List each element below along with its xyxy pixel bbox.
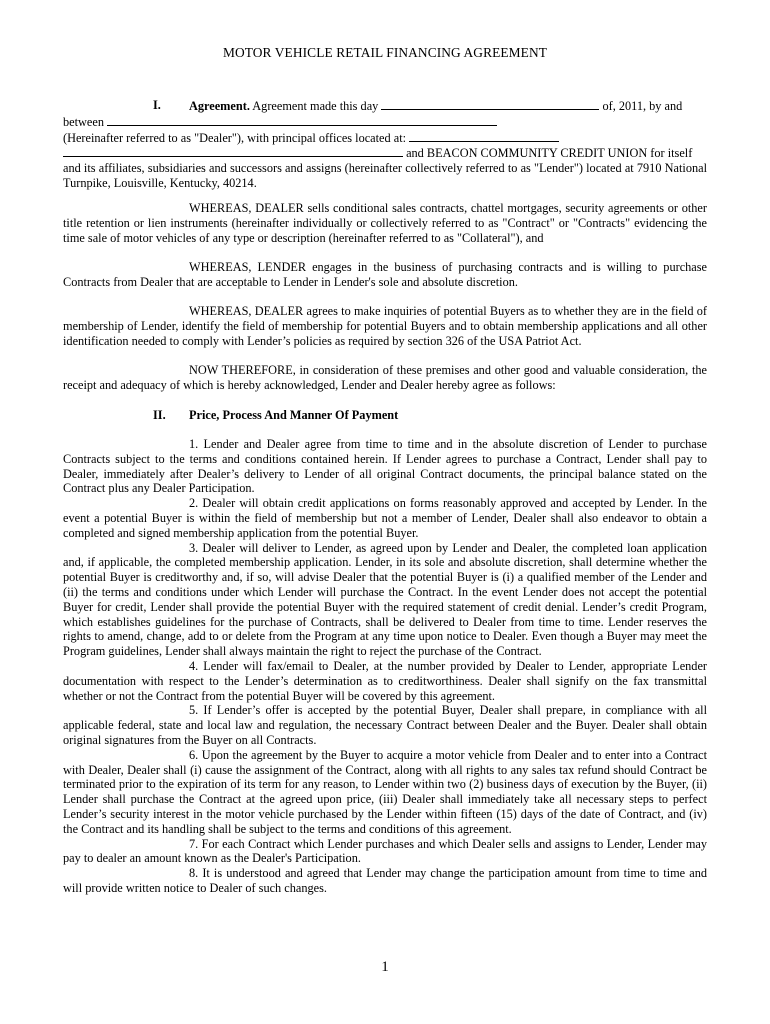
now-therefore: NOW THEREFORE, in consideration of these premises and other good and valuable consideration, the receipt and adequacy of which is hereby acknowledged, Lender and Dealer hereby agree as follows: bbox=[63, 363, 707, 392]
section-1-intro-a: Agreement made this day bbox=[252, 99, 379, 113]
clause-1: 1. Lender and Dealer agree from time to time and in the absolute discretion of Lender to purchase Contracts subject to the terms and conditions contained herein. If Lender agrees to purchase a Contract, Lender shall pay to Dealer, immediately after Dealer’s delivery to Lender of all original Contract documents, the principal balance stated on the Contract plus any Dealer Participation. bbox=[63, 437, 707, 496]
section-2-number: II. bbox=[153, 408, 166, 422]
clause-7: 7. For each Contract which Lender purchases and which Dealer sells and assigns to Lender, Lender may pay to dealer an amount known as the Dealer's Participation. bbox=[63, 836, 707, 866]
clause-6: 6. Upon the agreement by the Buyer to acquire a motor vehicle from Dealer and to enter into a Contract with Dealer, Dealer shall (i) cause the assignment of the Contract, along with all rights to any sales tax refund should Contract be terminated prior to the expiration of its term for any reason, to Lender within two (2) business days of execution by the Buyer, (ii) Lender shall purchase the Contract at the agreed upon price, (iii) Dealer shall immediately take all necessary steps to perfect Lender’s security interest in the motor vehicle purchased by the Lender within fifteen (15) days of the date of Contract, and (iv) the Contract and its handling shall be subject to the terms and conditions of this agreement. bbox=[63, 747, 707, 836]
document-title: MOTOR VEHICLE RETAIL FINANCING AGREEMENT bbox=[222, 45, 548, 60]
date-blank bbox=[381, 98, 599, 110]
document-page bbox=[63, 0, 707, 1024]
dealer-address-blank-2 bbox=[63, 145, 403, 157]
whereas-3: WHEREAS, DEALER agrees to make inquiries of potential Buyers as to whether they are in the field of membership of Lender, identify the field of membership for potential Buyers and to obtain membership applications and all other identification needed to comply with Lender’s policies as required by section 326 of the USA Patriot Act. bbox=[63, 304, 707, 348]
dealer-address-blank bbox=[409, 130, 559, 142]
clause-8: 8. It is understood and agreed that Lender may change the participation amount from time to time and will provide written notice to Dealer of such changes. bbox=[63, 866, 707, 895]
whereas-1: WHEREAS, DEALER sells conditional sales contracts, chattel mortgages, security agreements or other title retention or lien instruments (hereinafter individually or collectively referred to as "Contract" or "Contracts" evidencing the time sale of motor vehicles of any type or description (hereinafter referred to as "Collateral"), and bbox=[63, 201, 707, 245]
clause-3: 3. Dealer will deliver to Lender, as agreed upon by Lender and Dealer, the completed loan application and, if applicable, the completed membership application. Lender, in its sole and absolute discretion, shall determine whether the potential Buyer is creditworthy and, if so, will advise Dealer that the potential Buyer is (i) a qualified member of the Lender and (ii) the terms and conditions under which Lender will purchase the Contract. In the event Lender does not accept the potential Buyer for credit, Lender shall provide the potential Buyer with the required statement of credit denial. Lender’s credit Program, which establishes guidelines for the purchase of Contracts, shall be delivered to Dealer from time to time. Lender reserves the rights to amend, change, add to or delete from the Program at any time upon notice to Dealer. Even though a Buyer may meet the Program guidelines, Lender shall always maintain the right to reject the purchase of the Contract. bbox=[63, 540, 707, 659]
section-2-heading: Price, Process And Manner Of Payment bbox=[189, 408, 399, 422]
section-1-dealer-line: (Hereinafter referred to as "Dealer"), with principal offices located at: bbox=[63, 130, 407, 145]
clause-5: 5. If Lender’s offer is accepted by the potential Buyer, Dealer shall prepare, in compliance with all applicable federal, state and local law and regulation, the necessary Contract between Dealer and the Buyer. Dealer shall obtain original signatures from the Buyer on all Contracts. bbox=[63, 703, 707, 747]
section-1-heading: Agreement. bbox=[189, 99, 250, 113]
section-1-rest: and its affiliates, subsidiaries and successors and assigns (hereinafter collectively referred to as "Lender") located at 7910 National Turnpike, Louisville, Kentucky, 40214. bbox=[63, 161, 707, 190]
dealer-name-blank bbox=[107, 114, 497, 126]
section-1-between: between bbox=[63, 114, 104, 129]
section-1-intro-b: of, 2011, by and bbox=[602, 99, 683, 113]
clause-list bbox=[63, 437, 707, 896]
section-1-lender-line: and BEACON COMMUNITY CREDIT UNION for itself bbox=[406, 146, 693, 161]
clause-4: 4. Lender will fax/email to Dealer, at the number provided by Dealer to Lender, appropriate Lender documentation with respect to the Lender’s determination as to creditworthiness. Dealer shall signify on the fax transmittal whether or not the Contract from the potential Buyer will be covered by this agreement. bbox=[63, 658, 707, 703]
whereas-2: WHEREAS, LENDER engages in the business of purchasing contracts and is willing to purchase Contracts from Dealer that are acceptable to Lender in Lender's sole and absolute discretion. bbox=[63, 260, 707, 289]
clause-2: 2. Dealer will obtain credit applications on forms reasonably approved and accepted by Lender. In the event a potential Buyer is within the field of membership but not a member of Lender, Dealer shall also endeavor to obtain a completed and signed membership application from the potential Buyer. bbox=[63, 496, 707, 540]
section-1-number: I. bbox=[153, 98, 161, 112]
page-number: 1 bbox=[381, 959, 389, 975]
section-1 bbox=[63, 98, 707, 191]
